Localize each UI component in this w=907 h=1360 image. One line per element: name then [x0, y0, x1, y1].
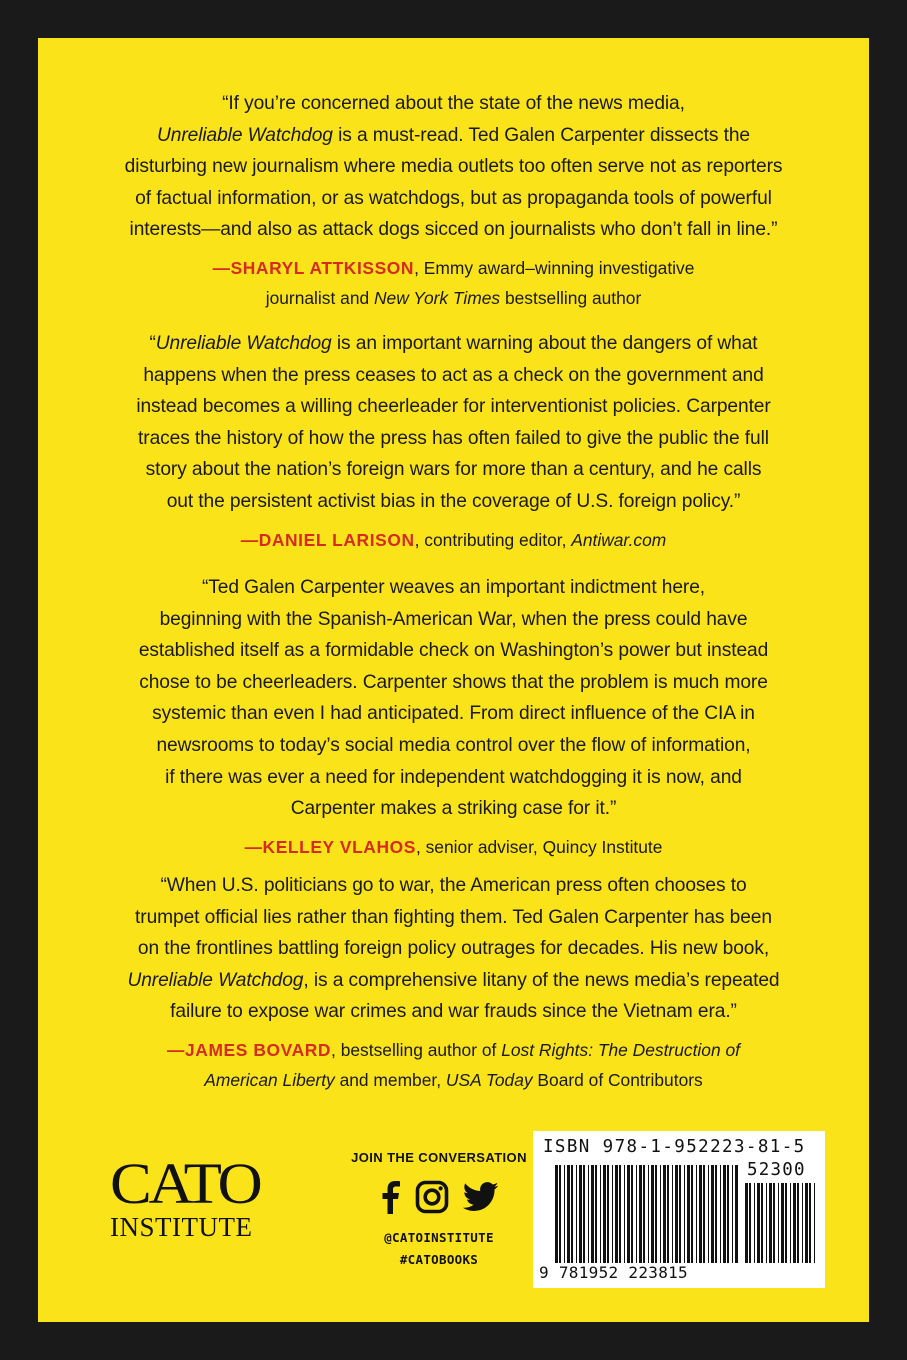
barcode-bar [745, 1183, 748, 1263]
barcode-bar [583, 1165, 585, 1263]
barcode-bar [720, 1165, 721, 1263]
barcode-bar [624, 1165, 625, 1263]
barcode-bar [663, 1165, 666, 1263]
blurb-attribution [88, 525, 819, 555]
barcode-bar [576, 1165, 577, 1263]
barcode-bar [785, 1183, 787, 1263]
barcode-bar [600, 1165, 601, 1263]
barcode-bar [754, 1183, 755, 1263]
cato-institute-logo [110, 1151, 260, 1242]
italic-title: Lost Rights: The Destruction of [501, 1039, 740, 1060]
barcode-bar [781, 1183, 784, 1263]
barcode-bar [715, 1165, 717, 1263]
blurb-vlahos [88, 572, 819, 862]
price-code: 52300 [747, 1160, 806, 1180]
italic-title: Antiwar.com [571, 529, 667, 550]
barcode-bar [679, 1165, 681, 1263]
text-run: Board of Contributors [532, 1069, 703, 1090]
barcode-bar [643, 1165, 645, 1263]
blurb-quote [88, 870, 819, 1028]
text-run: story about the nation’s foreign wars for more than a century, and he calls [145, 459, 762, 481]
text-run: bestselling author [500, 287, 642, 308]
text-run: out the persistent activist bias in the coverage of U.S. foreign policy.” [166, 490, 741, 512]
barcode-bar [579, 1165, 582, 1263]
barcode-bar [660, 1165, 661, 1263]
twitter-icon[interactable] [463, 1182, 499, 1212]
barcode-bar [778, 1183, 779, 1263]
barcode-bar [696, 1165, 697, 1263]
italic-title: American Liberty [204, 1069, 335, 1090]
barcode-bar [672, 1165, 673, 1263]
barcode-bar [607, 1165, 609, 1263]
barcode-bar [732, 1165, 733, 1263]
text-run: if there was ever a need for independent watchdogging it is now, and [165, 766, 742, 788]
join-conversation-label: JOIN THE CONVERSATION [351, 1150, 527, 1165]
barcode-bar [805, 1183, 808, 1263]
text-run: , is a comprehensive litany of the news media’s repeated [303, 969, 780, 991]
barcode-bar [691, 1165, 693, 1263]
text-run: systemic than even I had anticipated. From direct influence of the CIA in [152, 703, 755, 725]
barcode-bar [761, 1183, 763, 1263]
text-run: instead becomes a willing cheerleader for interventionist policies. Carpenter [136, 396, 771, 418]
barcode-bar [790, 1183, 791, 1263]
logo-word: CATO [110, 1151, 260, 1216]
text-run: “Ted Galen Carpenter weaves an important indictment here, [201, 577, 706, 598]
text-run: Carpenter makes a striking case for it.” [290, 798, 617, 820]
barcode-digits: 9 781952 223815 [539, 1263, 688, 1282]
barcode-bar [588, 1165, 589, 1263]
blurb-attribution [88, 832, 819, 862]
barcode-bar [797, 1183, 799, 1263]
barcode-bar [749, 1183, 751, 1263]
barcode-bar [773, 1183, 775, 1263]
hashtag: #CATOBOOKS [399, 1252, 479, 1267]
instagram-icon[interactable] [415, 1180, 449, 1214]
barcode-bar [655, 1165, 657, 1263]
reviewer-name: —SHARYL ATTKISSON [212, 257, 415, 278]
barcode-bar [631, 1165, 633, 1263]
social-icons [348, 1177, 530, 1217]
text-run: is an important warning about the dangers of what [331, 333, 758, 354]
barcode-bar [809, 1183, 811, 1263]
text-run: on the frontlines battling foreign policy outrages for decades. His new book, [137, 938, 770, 960]
barcode-bar [627, 1165, 630, 1263]
italic-title: New York Times [374, 287, 501, 308]
barcode-bar [636, 1165, 637, 1263]
text-run: failure to expose war crimes and war frauds since the Vietnam era.” [170, 1001, 737, 1023]
barcode-bar [675, 1165, 678, 1263]
italic-title: Unreliable Watchdog [127, 969, 304, 991]
social-block [348, 1150, 530, 1271]
logo-subtitle: INSTITUTE [110, 1212, 253, 1242]
barcode-bar [567, 1165, 570, 1263]
text-run: established itself as a formidable check on Washington’s power but instead [138, 640, 769, 662]
barcode-bar [766, 1183, 767, 1263]
text-run: “ [149, 333, 156, 354]
barcode-bar [648, 1165, 649, 1263]
text-run: , bestselling author of [331, 1039, 502, 1060]
barcode-bar [711, 1165, 714, 1263]
twitter-handle: @CATOINSTITUTE [384, 1230, 494, 1245]
blurb-attribution [88, 253, 819, 313]
blurb-quote [88, 328, 819, 518]
barcode-bar [619, 1165, 621, 1263]
barcode-bar [651, 1165, 654, 1263]
barcode-bar [723, 1165, 726, 1263]
text-run: chose to be cheerleaders. Carpenter shows that the problem is much more [139, 671, 768, 693]
barcode-bar [802, 1183, 803, 1263]
blurb-bovard [88, 870, 819, 1095]
blurb-attkisson [88, 88, 819, 313]
facebook-icon[interactable] [379, 1180, 401, 1214]
barcode-bar [639, 1165, 642, 1263]
barcode-bar [735, 1165, 738, 1263]
barcode-bar [615, 1165, 618, 1263]
barcode-bar [564, 1165, 565, 1263]
reviewer-name: —JAMES BOVARD [167, 1039, 332, 1060]
text-run: “When U.S. politicians go to war, the American press often chooses to [160, 875, 747, 896]
barcode-bar [687, 1165, 690, 1263]
text-run: and member, [334, 1069, 446, 1090]
text-run: , senior adviser, Quincy Institute [415, 836, 663, 857]
text-run: newsrooms to today’s social media control over the flow of information, [156, 734, 751, 756]
barcode-bar [559, 1165, 561, 1263]
barcode-bar [757, 1183, 760, 1263]
blurb-attribution [88, 1035, 819, 1095]
blurb-quote [88, 88, 819, 246]
barcode-bar [793, 1183, 796, 1263]
barcode-bar [727, 1165, 729, 1263]
text-run: disturbing new journalism where media outlets too often serve not as reporters [124, 156, 783, 178]
barcode-bar [667, 1165, 669, 1263]
text-run: , contributing editor, [414, 529, 572, 550]
text-run: beginning with the Spanish-American War, when the press could have [159, 608, 748, 630]
text-run: of factual information, or as watchdogs, but as propaganda tools of powerful [135, 187, 772, 209]
isbn-number: ISBN 978-1-952223-81-5 [543, 1137, 806, 1157]
reviewer-name: —KELLEY VLAHOS [244, 836, 416, 857]
blurb-quote [88, 572, 819, 825]
barcode-bar [703, 1165, 705, 1263]
barcode-bar [603, 1165, 606, 1263]
reviewer-name: —DANIEL LARISON [240, 529, 415, 550]
text-run: traces the history of how the press has often failed to give the public the full [138, 427, 769, 449]
italic-title: Unreliable Watchdog [155, 333, 332, 354]
italic-title: USA Today [445, 1069, 533, 1090]
text-run: “If you’re concerned about the state of the news media, [222, 93, 685, 114]
barcode-bar [814, 1183, 815, 1263]
barcode-bar [699, 1165, 702, 1263]
text-run: journalist and [265, 287, 374, 308]
back-cover [38, 38, 869, 1322]
barcode-bar [612, 1165, 613, 1263]
barcode-bar [591, 1165, 594, 1263]
text-run: happens when the press ceases to act as a check on the government and [143, 364, 764, 386]
barcode-bar [684, 1165, 685, 1263]
text-run: , Emmy award–winning investigative [414, 257, 695, 278]
text-run: interests—and also as attack dogs sicced on journalists who don’t fall in line.” [129, 219, 778, 241]
text-run: trumpet official lies rather than fighting them. Ted Galen Carpenter has been [135, 906, 772, 928]
barcode-bar [708, 1165, 709, 1263]
italic-title: Unreliable Watchdog [157, 124, 333, 146]
barcode-bar [555, 1165, 558, 1263]
text-run: is a must-read. Ted Galen Carpenter dissects the [332, 124, 750, 146]
barcode-bar [769, 1183, 772, 1263]
barcode-bar [595, 1165, 597, 1263]
blurb-larison [88, 328, 819, 555]
barcode-bar [571, 1165, 573, 1263]
isbn-barcode [533, 1131, 825, 1288]
